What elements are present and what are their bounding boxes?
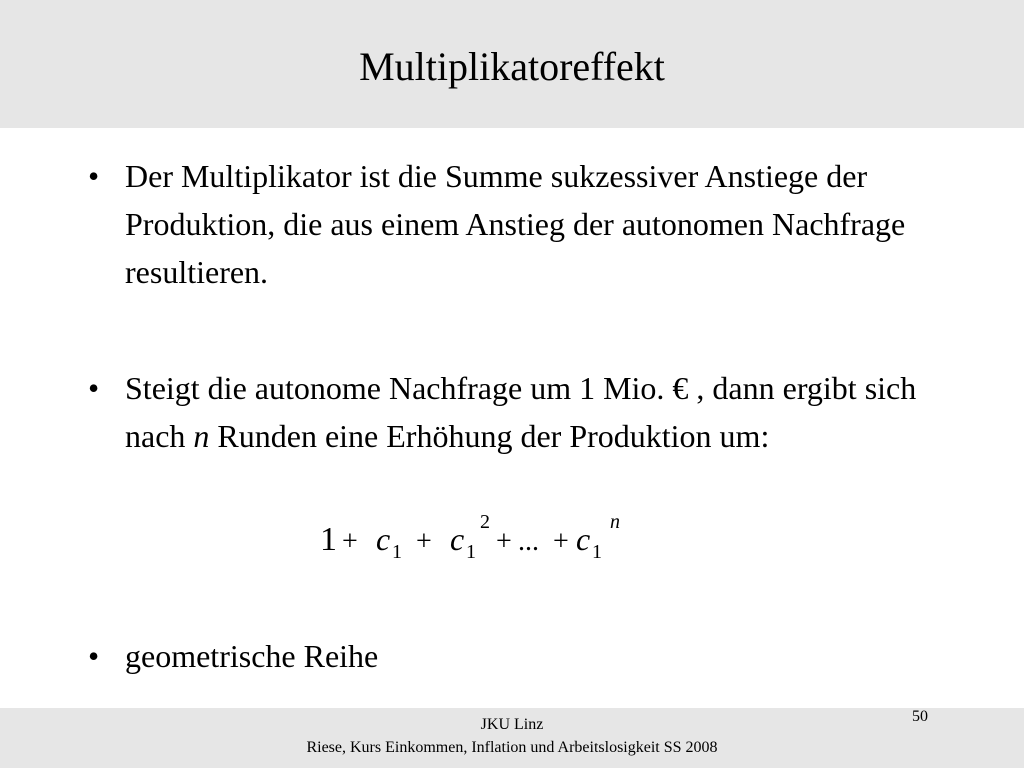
bullet-2-text-after: Runden eine Erhöhung der Produktion um: xyxy=(209,418,770,454)
formula-ellipsis: ... xyxy=(518,526,539,557)
formula-plus-4: + xyxy=(553,526,569,557)
formula-exp-2: 2 xyxy=(480,511,490,533)
page-number: 50 xyxy=(912,708,928,725)
bullet-2-marker: • xyxy=(88,370,100,406)
footer-course: Riese, Kurs Einkommen, Inflation und Arbeitslosigkeit SS 2008 xyxy=(306,739,718,756)
formula-sub-1: 1 xyxy=(392,541,402,563)
bullet-2-text xyxy=(125,364,955,460)
slide-title: Multiplikatoreffekt xyxy=(359,44,665,89)
formula-one: 1 xyxy=(320,521,337,558)
formula-c-3: c xyxy=(576,521,591,557)
formula-exp-n: n xyxy=(610,511,620,533)
formula-sub-3: 1 xyxy=(592,541,602,563)
formula-sub-2: 1 xyxy=(466,541,476,563)
bullet-2-text-before: Steigt die autonome Nachfrage um 1 Mio. € , dann ergibt sich nach xyxy=(125,370,917,454)
bullet-1-text: Der Multiplikator ist die Summe sukzessiver Anstiege der Produktion, die aus einem Anstieg der autonomen Nachfrage resultieren. xyxy=(125,158,906,290)
formula-c-1: c xyxy=(376,521,391,557)
formula-plus-3: + xyxy=(496,526,512,557)
formula-c-2: c xyxy=(450,521,465,557)
geometric-series-formula xyxy=(300,500,660,580)
bullet-2-text-italic: n xyxy=(193,418,210,454)
formula-plus-2: + xyxy=(416,526,432,557)
formula-plus-1: + xyxy=(342,526,358,557)
bullet-3-text: geometrische Reihe xyxy=(125,638,379,674)
bullet-1-marker: • xyxy=(88,158,100,194)
bullet-3-marker: • xyxy=(88,638,100,674)
footer-institution: JKU Linz xyxy=(480,716,544,733)
